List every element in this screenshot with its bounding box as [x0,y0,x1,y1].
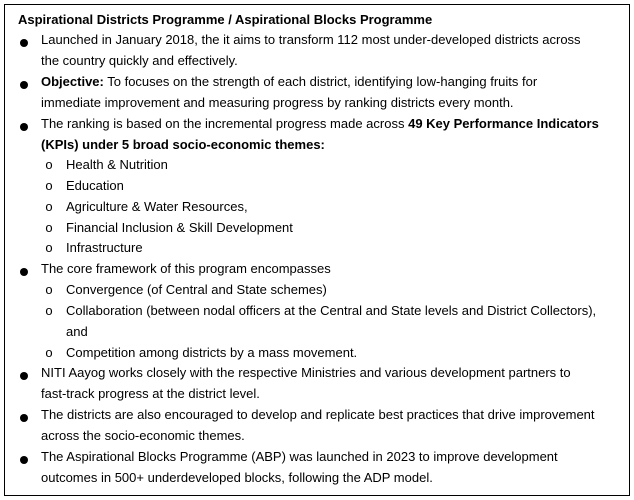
box-title: Aspirational Districts Programme / Aspirational Blocks Programme [18,12,433,27]
framework-collaboration-line-1: Collaboration (between nodal officers at the Central and State levels and District Collectors), [66,303,597,318]
sub-bullet-marker: o [45,345,53,360]
objective-text: To focuses on the strength of each district, identifying low-hanging fruits for [103,74,538,89]
ranking-text: The ranking is based on the incremental progress made across [41,116,409,131]
sub-bullet-marker: o [45,199,53,214]
bullet-best-practices [41,405,621,446]
ranking-themes-bold: (KPIs) under 5 broad socio-economic themes: [41,136,325,152]
theme-health: Health & Nutrition [66,157,168,172]
bullet-ranking-line-1 [41,114,621,135]
bullet-dot [20,81,28,89]
bullet-abp-line-1: The Aspirational Blocks Programme (ABP) was launched in 2023 to improve development [41,449,558,464]
sub-bullet-marker: o [45,220,53,235]
framework-collaboration [66,301,621,342]
sub-bullet-marker: o [45,303,53,318]
bullet-objective-line-1 [41,72,621,93]
theme-education: Education [66,178,124,193]
theme-agriculture: Agriculture & Water Resources, [66,199,248,214]
bullet-dot [20,372,28,380]
sub-bullet-marker: o [45,157,53,172]
bullet-dot [20,414,28,422]
bullet-niti-line-1: NITI Aayog works closely with the respective Ministries and various development partners to [41,365,571,380]
bullet-framework: The core framework of this program encompasses [41,261,331,276]
framework-collaboration-line-2: and [66,323,88,339]
bullet-ranking-line-2 [41,135,621,156]
bullet-ranking [41,114,621,155]
bullet-launched [41,30,621,71]
framework-convergence: Convergence (of Central and State schemes) [66,282,327,297]
bullet-dot [20,123,28,131]
bullet-dot [20,39,28,47]
sub-bullet-marker: o [45,282,53,297]
sub-bullet-marker: o [45,178,53,193]
framework-competition: Competition among districts by a mass movement. [66,345,358,360]
objective-label: Objective: [41,74,104,89]
bullet-objective [41,72,621,113]
bullet-launched-line-1: Launched in January 2018, the it aims to transform 112 most under-developed districts across [41,32,581,47]
bullet-launched-line-2: the country quickly and effectively. [41,52,238,68]
bullet-niti [41,363,621,404]
bullet-objective-line-2: immediate improvement and measuring progress by ranking districts every month. [41,94,514,110]
bullet-abp [41,447,621,488]
ranking-kpi-bold: 49 Key Performance Indicators [408,116,599,131]
programme-box [4,4,630,496]
sub-bullet-marker: o [45,240,53,255]
bullet-abp-line-2: outcomes in 500+ underdeveloped blocks, following the ADP model. [41,469,433,485]
bullet-best-practices-line-2: across the socio-economic themes. [41,427,245,443]
bullet-dot [20,268,28,276]
theme-infrastructure: Infrastructure [66,240,143,255]
bullet-best-practices-line-1: The districts are also encouraged to develop and replicate best practices that drive improvement [41,407,595,422]
theme-financial: Financial Inclusion & Skill Development [66,220,293,235]
bullet-niti-line-2: fast-track progress at the district level. [41,385,260,401]
bullet-dot [20,456,28,464]
